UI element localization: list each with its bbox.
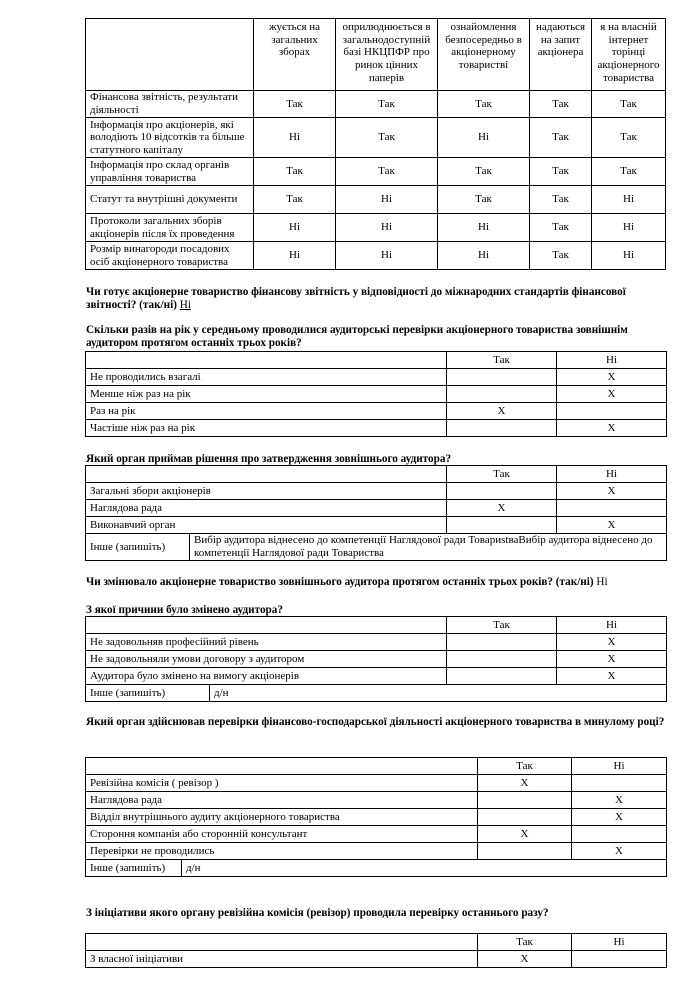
yes-mark bbox=[447, 651, 557, 668]
answer-value: Ні bbox=[596, 576, 608, 588]
yes-mark bbox=[447, 369, 557, 386]
financial-audit-table bbox=[85, 757, 667, 877]
row-label: Наглядова рада bbox=[86, 500, 447, 517]
row-label: Частіше ніж раз на рік bbox=[86, 420, 447, 437]
info-disclosure-table bbox=[85, 18, 666, 270]
no-mark: X bbox=[557, 517, 667, 534]
no-mark: X bbox=[572, 792, 667, 809]
table-row-other bbox=[86, 860, 667, 877]
table-row-other bbox=[86, 685, 667, 702]
table-cell: Так bbox=[530, 158, 592, 186]
row-label: Перевірки не проводились bbox=[86, 843, 478, 860]
no-mark bbox=[572, 775, 667, 792]
other-value: д/н bbox=[210, 685, 667, 702]
question-text: Чи готує акціонерне товариство фінансову звітність у відповідності до міжнародних стандартів фінансової звітності? (так/ні) bbox=[86, 286, 626, 311]
row-label: З власної ініціативи bbox=[86, 951, 478, 968]
audit-frequency-table bbox=[85, 351, 667, 437]
table-cell: Ні bbox=[254, 214, 336, 242]
no-mark: X bbox=[557, 386, 667, 403]
table-cell: Так bbox=[254, 158, 336, 186]
no-mark: X bbox=[557, 420, 667, 437]
row-label: Загальні збори акціонерів bbox=[86, 483, 447, 500]
row-label: Не проводились взагалі bbox=[86, 369, 447, 386]
table-cell: Так bbox=[438, 91, 530, 118]
yes-mark bbox=[478, 843, 572, 860]
table-cell: Так bbox=[592, 118, 666, 158]
table-row bbox=[86, 843, 667, 860]
table-cell: Ні bbox=[438, 214, 530, 242]
table-cell: Ні bbox=[438, 242, 530, 270]
row-label: Менше ніж раз на рік bbox=[86, 386, 447, 403]
yes-mark bbox=[447, 386, 557, 403]
table-row bbox=[86, 118, 666, 158]
other-label: Інше (запишіть) bbox=[86, 860, 182, 877]
table-cell: Так bbox=[254, 91, 336, 118]
auditor-approval-table bbox=[85, 465, 667, 561]
no-mark bbox=[557, 403, 667, 420]
table-header-row bbox=[86, 19, 666, 91]
row-label: Фінансова звітність, результати діяльності bbox=[86, 91, 254, 118]
no-mark: X bbox=[557, 634, 667, 651]
table-cell: Так bbox=[530, 242, 592, 270]
yes-mark: X bbox=[478, 951, 572, 968]
question-auditor-approval: Який орган приймав рішення про затвердження зовнішнього аудитора? bbox=[86, 453, 452, 465]
row-label: Не задовольняв професійний рівень bbox=[86, 634, 447, 651]
header-yes: Так bbox=[478, 934, 572, 951]
table-row bbox=[86, 517, 667, 534]
header-no: Ні bbox=[557, 352, 667, 369]
table-row bbox=[86, 242, 666, 270]
header-no: Ні bbox=[557, 466, 667, 483]
row-label: Ревізійна комісія ( ревізор ) bbox=[86, 775, 478, 792]
no-mark: X bbox=[557, 651, 667, 668]
row-label: Стороння компанія або сторонній консультант bbox=[86, 826, 478, 843]
header-cell bbox=[86, 617, 447, 634]
audit-initiative-table bbox=[85, 933, 667, 968]
header-cell: оприлюднюється в загальнодоступній базі НКЦПФР про ринок цінних паперів bbox=[336, 19, 438, 91]
table-row bbox=[86, 792, 667, 809]
table-row bbox=[86, 668, 667, 685]
header-no: Ні bbox=[572, 934, 667, 951]
yes-mark bbox=[447, 668, 557, 685]
question-auditor-change bbox=[86, 576, 666, 589]
table-cell: Так bbox=[336, 91, 438, 118]
table-cell: Ні bbox=[592, 186, 666, 214]
table-cell: Так bbox=[530, 186, 592, 214]
header-yes: Так bbox=[447, 466, 557, 483]
no-mark: X bbox=[557, 369, 667, 386]
table-cell: Ні bbox=[336, 242, 438, 270]
yes-mark: X bbox=[447, 403, 557, 420]
table-row bbox=[86, 214, 666, 242]
header-cell bbox=[86, 758, 478, 775]
no-mark: X bbox=[557, 483, 667, 500]
row-label: Статут та внутрішні документи bbox=[86, 186, 254, 214]
table-cell: Ні bbox=[336, 186, 438, 214]
table-cell: Ні bbox=[592, 242, 666, 270]
other-value: Вибір аудитора віднесено до компетенції Наглядової ради ТовариstваВибір аудитора віднесено до компетенції Наглядової ради Товариства bbox=[190, 534, 667, 561]
table-row bbox=[86, 369, 667, 386]
row-label: Інформація про склад органів управління товариства bbox=[86, 158, 254, 186]
table-row bbox=[86, 158, 666, 186]
table-cell: Так bbox=[254, 186, 336, 214]
header-cell bbox=[86, 19, 254, 91]
table-cell: Так bbox=[336, 118, 438, 158]
answer-value: Ні bbox=[179, 298, 191, 311]
question-text: Чи змінювало акціонерне товариство зовнішнього аудитора протягом останніх трьох років? (так/ні) bbox=[86, 576, 594, 588]
header-cell: жується на загальних зборах bbox=[254, 19, 336, 91]
table-cell: Так bbox=[438, 186, 530, 214]
yes-mark: X bbox=[447, 500, 557, 517]
table-row bbox=[86, 826, 667, 843]
table-cell: Так bbox=[530, 214, 592, 242]
no-mark: X bbox=[572, 843, 667, 860]
table-row bbox=[86, 186, 666, 214]
no-mark: X bbox=[572, 809, 667, 826]
question-financial-audit-body: Який орган здійснював перевірки фінансово-господарської діяльності акціонерного товариства в минулому році? bbox=[86, 716, 665, 728]
table-row bbox=[86, 483, 667, 500]
yes-mark bbox=[447, 517, 557, 534]
header-yes: Так bbox=[447, 617, 557, 634]
table-cell: Так bbox=[530, 118, 592, 158]
table-row bbox=[86, 951, 667, 968]
yes-mark bbox=[447, 420, 557, 437]
no-mark bbox=[572, 951, 667, 968]
table-row-other bbox=[86, 534, 667, 561]
header-cell bbox=[86, 466, 447, 483]
header-yes: Так bbox=[447, 352, 557, 369]
table-cell: Так bbox=[592, 158, 666, 186]
row-label: Виконавчий орган bbox=[86, 517, 447, 534]
question-change-reason: З якої причини було змінено аудитора? bbox=[86, 604, 283, 616]
table-cell: Ні bbox=[438, 118, 530, 158]
table-cell: Так bbox=[592, 91, 666, 118]
row-label: Не задовольняли умови договору з аудитором bbox=[86, 651, 447, 668]
table-row bbox=[86, 500, 667, 517]
no-mark bbox=[557, 500, 667, 517]
yes-mark bbox=[447, 634, 557, 651]
header-yes: Так bbox=[478, 758, 572, 775]
no-mark: X bbox=[557, 668, 667, 685]
yes-mark: X bbox=[478, 775, 572, 792]
table-row bbox=[86, 809, 667, 826]
table-cell: Ні bbox=[254, 118, 336, 158]
row-label: Інформація про акціонерів, які володіють 10 відсотків та більше статутного капіталу bbox=[86, 118, 254, 158]
question-audit-frequency: Скільки разів на рік у середньому проводилися аудиторські перевірки акціонерного товариства зовнішнім аудитором протягом останніх трьох років? bbox=[86, 324, 628, 349]
row-label: Відділ внутрішнього аудиту акціонерного товариства bbox=[86, 809, 478, 826]
header-cell bbox=[86, 352, 447, 369]
table-cell: Так bbox=[438, 158, 530, 186]
row-label: Протоколи загальних зборів акціонерів після їх проведення bbox=[86, 214, 254, 242]
other-label: Інше (запишіть) bbox=[86, 685, 210, 702]
question-audit-initiative: З ініціативи якого органу ревізійна комісія (ревізор) проводила перевірку останнього разу? bbox=[86, 907, 549, 919]
header-cell: надаються на запит акціонера bbox=[530, 19, 592, 91]
yes-mark: X bbox=[478, 826, 572, 843]
row-label: Раз на рік bbox=[86, 403, 447, 420]
header-cell bbox=[86, 934, 478, 951]
row-label: Наглядова рада bbox=[86, 792, 478, 809]
table-row bbox=[86, 91, 666, 118]
row-label: Аудитора було змінено на вимогу акціонерів bbox=[86, 668, 447, 685]
header-cell: ознайомлення безпосередньо в акціонерному товаристві bbox=[438, 19, 530, 91]
question-ifrs bbox=[86, 286, 666, 312]
change-reason-table bbox=[85, 616, 667, 702]
header-no: Ні bbox=[572, 758, 667, 775]
no-mark bbox=[572, 826, 667, 843]
table-cell: Ні bbox=[254, 242, 336, 270]
table-cell: Так bbox=[336, 158, 438, 186]
row-label: Розмір винагороди посадових осіб акціонерного товариства bbox=[86, 242, 254, 270]
table-row bbox=[86, 403, 667, 420]
table-cell: Так bbox=[530, 91, 592, 118]
other-label: Інше (запишіть) bbox=[86, 534, 190, 561]
table-row bbox=[86, 651, 667, 668]
table-row bbox=[86, 634, 667, 651]
yes-mark bbox=[447, 483, 557, 500]
table-cell: Ні bbox=[592, 214, 666, 242]
table-row bbox=[86, 775, 667, 792]
table-row bbox=[86, 420, 667, 437]
header-no: Ні bbox=[557, 617, 667, 634]
table-cell: Ні bbox=[336, 214, 438, 242]
yes-mark bbox=[478, 792, 572, 809]
table-row bbox=[86, 386, 667, 403]
yes-mark bbox=[478, 809, 572, 826]
other-value: д/н bbox=[182, 860, 667, 877]
header-cell: я на власній інтернет торінці акціонерного товариства bbox=[592, 19, 666, 91]
